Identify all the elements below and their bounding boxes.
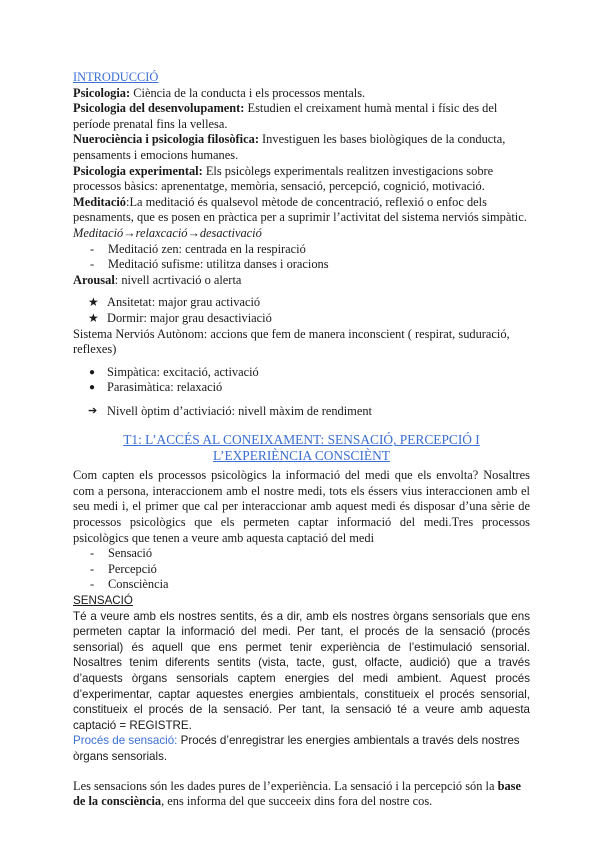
- list-item: - Sensació: [73, 546, 530, 562]
- bold-fragment: base de la consciència: [73, 778, 521, 809]
- term-label: Arousal: [73, 272, 115, 287]
- t1-intro-paragraph: Com capten els processos psicològics la informació del medi que els envolta? Nosaltres com a persona, interaccionem amb el nostre medi, tots els éssers vius interaccionen amb el seu medi i, el primer que cal per interaccionar amb aquest medi és disposar d’una sèrie de processos psicològics que els permeten captar informació del medi.Tres processos psicològics que tenen a veure amb aquesta captació del medi: [73, 468, 530, 545]
- list-item: - Meditació sufisme: utilitza danses i oracions: [73, 257, 530, 273]
- intro-heading: [73, 70, 530, 86]
- intro-item-meditacio: [73, 195, 530, 226]
- list-item: ★ Ansitetat: major grau activació: [73, 295, 530, 311]
- term-label: Psicologia experimental:: [73, 163, 203, 178]
- final-paragraph: [73, 779, 530, 810]
- list-item: ➔ Nivell òptim d’activiació: nivell màxim de rendiment: [73, 404, 530, 420]
- list-item: - Percepció: [73, 562, 530, 578]
- list-item: - Meditació zen: centrada en la respiració: [73, 242, 530, 258]
- intro-item-psicologia: [73, 86, 530, 102]
- optimal-list: [73, 404, 530, 420]
- term-label: Psicologia del desenvolupament:: [73, 101, 245, 116]
- intro-item-experimental: [73, 164, 530, 195]
- intro-item-neurociencia: [73, 132, 530, 163]
- intro-heading-link[interactable]: INTRODUCCIÓ: [73, 70, 159, 84]
- list-item: ★ Dormir: major grau desactiviació: [73, 311, 530, 327]
- sensacio-paragraph: Té a veure amb els nostres sentits, és a dir, amb els nostres òrgans sensorials que ens permeten captar la informació del medi. Per tant, el procés de la sensació (procés sensorial) és aquell que ens permet tenir experiència de l’estimulació sensorial. Nosaltres tenim diferents sentits (vista, tacte, gust, olfacte, audició) que a través d’aquests òrgans sensorials captem energies del medi ambient. Aquest procés d’experimentar, captar aquestes energies ambientals, constitueix el procés sensorial, constitueix el procés de la sensació. Per tant, la sensació té a veure amb aquesta captació = REGISTRE.: [73, 609, 530, 732]
- sna-paragraph: Sistema Nerviós Autònom: accions que fem de manera inconscient ( respirat, suduració, reflexes): [73, 326, 510, 357]
- term-text: Els psicòlegs experimentals realitzen investigacions sobre processos bàsics: aprenentatge, memòria, sensació, percepció, cognició, motivació.: [73, 163, 494, 194]
- term-text: :La meditació és qualsevol mètode de concentració, reflexió o enfoc dels pesnaments, que es posen en pràctica per a suprimir l’activitat del sistema nerviós simpàtic.: [73, 194, 527, 225]
- term-label: Meditació: [73, 194, 126, 209]
- term-text: Investiguen les bases biològiques de la conducta, pensaments i emocions humanes.: [73, 132, 506, 162]
- list-item: ● Parasimàtica: relaxació: [73, 380, 530, 396]
- text-fragment: Les sensacions són les dades pures de l’experiència. La sensació i la percepció són la: [73, 778, 498, 793]
- intro-item-desenvolupament: [73, 101, 530, 132]
- section-title-t1[interactable]: T1: L’ACCÉS AL CONEIXAMENT: SENSACIÓ, PERCEPCIÓ I L’EXPERIÈNCIA CONSCIÈNT: [123, 432, 480, 463]
- meditation-chain: Meditació→relaxcació→desactivació: [73, 225, 262, 240]
- spacer: [73, 765, 530, 779]
- term-text: Procés d’enregistrar les energies ambientals a través dels nostres òrgans sensorials.: [73, 734, 520, 763]
- term-label: Procés de sensació:: [73, 734, 178, 748]
- term-text: Estudien el creixament humà mental i físic des del període prenatal fins la vellesa.: [73, 101, 498, 131]
- list-item: ● Simpàtica: excitació, activació: [73, 365, 530, 381]
- list-item: - Consciència: [73, 577, 530, 593]
- term-label: Nuerociència i psicologia filosòfica:: [73, 132, 259, 147]
- text-fragment: , ens informa del que succeeix dins fora del nostre cos.: [161, 794, 433, 809]
- term-label: Psicologia:: [73, 85, 131, 100]
- processes-list: [73, 546, 530, 593]
- term-text: Ciència de la conducta i els processos mentals.: [130, 85, 366, 100]
- proces-definition: [73, 733, 530, 764]
- meditation-types-list: [73, 242, 530, 273]
- term-text: : nivell acrtivació o alerta: [114, 272, 242, 287]
- arousal-line: [73, 273, 530, 289]
- sensacio-heading: SENSACIÓ: [73, 594, 133, 608]
- sna-list: [73, 365, 530, 396]
- arousal-list: [73, 295, 530, 326]
